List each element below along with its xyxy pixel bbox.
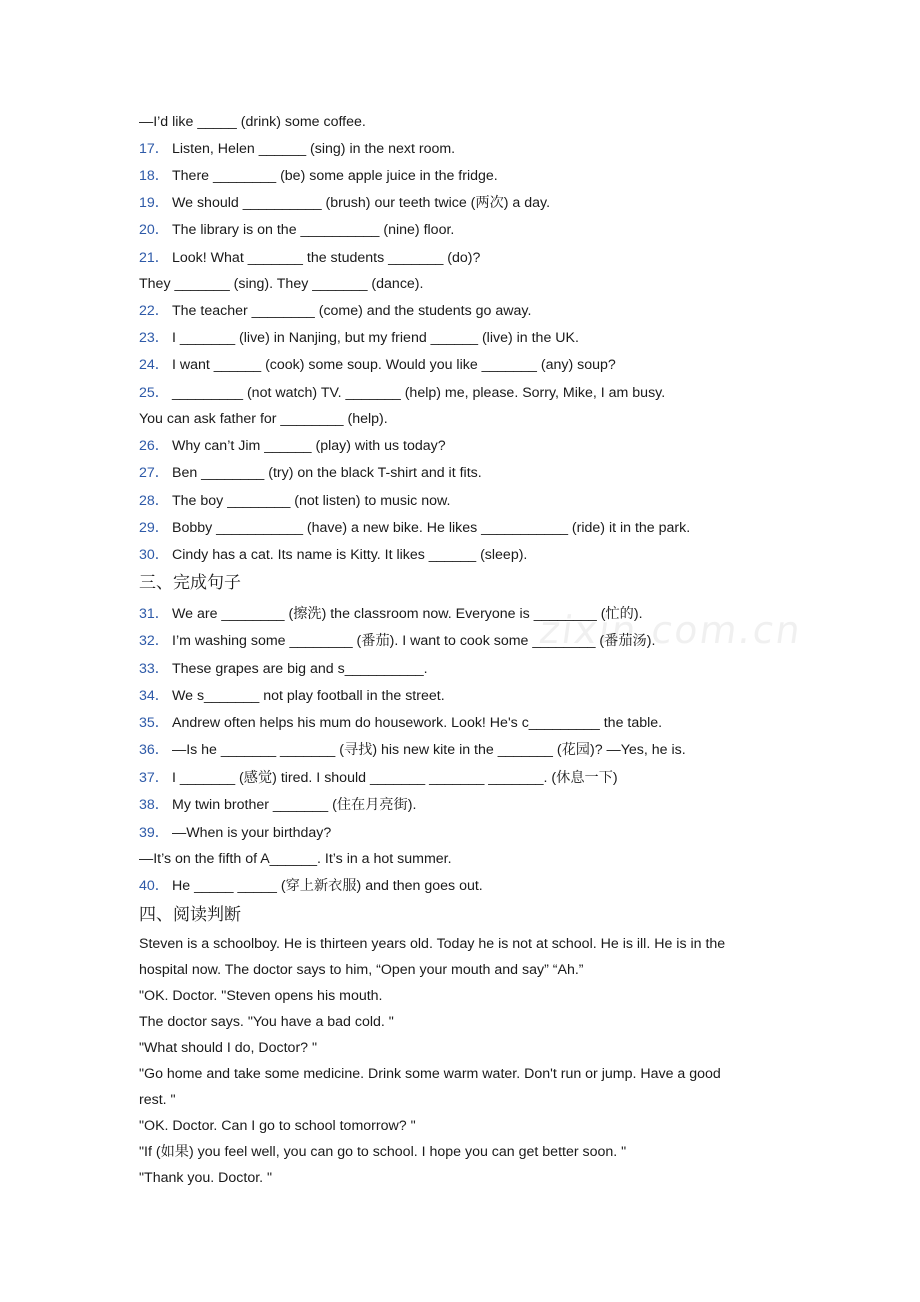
item-text: _________ (not watch) TV. _______ (help) me, please. Sorry, Mike, I am busy. xyxy=(172,385,666,401)
passage-line: "Go home and take some medicine. Drink some warm water. Don't run or jump. Have a good xyxy=(139,1066,721,1082)
section-heading-complete-sentences: 三、完成句子 xyxy=(139,573,241,593)
item-text: Cindy has a cat. Its name is Kitty. It likes ______ (sleep). xyxy=(172,547,528,563)
item-text: Listen, Helen ______ (sing) in the next room. xyxy=(172,141,456,157)
passage-line: hospital now. The doctor says to him, “Open your mouth and say” “Ah.” xyxy=(139,962,584,978)
item-number: 39． xyxy=(139,825,169,841)
item-number: 33． xyxy=(139,661,169,677)
item-text: Bobby ___________ (have) a new bike. He likes ___________ (ride) it in the park. xyxy=(172,520,691,536)
item-text: Look! What _______ the students _______ (do)? xyxy=(172,250,481,266)
item-number: 23． xyxy=(139,330,169,346)
exercise-item xyxy=(139,545,527,565)
item-number: 35． xyxy=(139,715,169,731)
item-text: Ben ________ (try) on the black T-shirt and it fits. xyxy=(172,465,482,481)
item-number: 20． xyxy=(139,222,169,238)
item-text: I’m washing some ________ (番茄). I want to cook some ________ (番茄汤). xyxy=(172,633,656,649)
exercise-item xyxy=(139,876,483,896)
item-number: 29． xyxy=(139,520,169,536)
exercise-item xyxy=(139,220,454,240)
item-number: 25． xyxy=(139,385,169,401)
passage-line: "OK. Doctor. "Steven opens his mouth. xyxy=(139,988,383,1004)
exercise-item-continuation xyxy=(139,409,388,429)
exercise-item xyxy=(139,383,665,403)
item-number: 37． xyxy=(139,770,169,786)
item-number: 18． xyxy=(139,168,169,184)
reading-passage xyxy=(139,931,759,1191)
exercise-item xyxy=(139,248,480,268)
item-text: He _____ _____ (穿上新衣服) and then goes out. xyxy=(172,878,483,894)
section-heading-reading-judgement: 四、阅读判断 xyxy=(139,905,241,925)
item-number: 30． xyxy=(139,547,169,563)
exercise-item xyxy=(139,301,531,321)
passage-line: "Thank you. Doctor. " xyxy=(139,1170,273,1186)
item-number: 26． xyxy=(139,438,169,454)
passage-line: rest. " xyxy=(139,1092,176,1108)
item-number: 32． xyxy=(139,633,169,649)
item-text: The library is on the __________ (nine) floor. xyxy=(172,222,455,238)
item-text: They _______ (sing). They _______ (dance). xyxy=(139,276,424,292)
intro-line: —I’d like _____ (drink) some coffee. xyxy=(139,114,366,130)
exercise-item xyxy=(139,328,579,348)
item-number: 19． xyxy=(139,195,169,211)
exercise-item xyxy=(139,686,445,706)
item-text: We should __________ (brush) our teeth twice (两次) a day. xyxy=(172,195,551,211)
item-text: Andrew often helps his mum do housework. Look! He's c_________ the table. xyxy=(172,715,663,731)
item-text: You can ask father for ________ (help). xyxy=(139,411,388,427)
item-text: There ________ (be) some apple juice in the fridge. xyxy=(172,168,498,184)
exercise-item xyxy=(139,355,616,375)
item-number: 21． xyxy=(139,250,169,266)
passage-line: The doctor says. "You have a bad cold. " xyxy=(139,1014,394,1030)
exercise-item-continuation xyxy=(139,849,452,869)
item-text: Why can’t Jim ______ (play) with us today? xyxy=(172,438,446,454)
exercise-item-continuation xyxy=(139,274,423,294)
watermark: zixin.com.cn xyxy=(536,608,806,652)
exercise-item xyxy=(139,604,643,624)
item-number: 40． xyxy=(139,878,169,894)
passage-line: Steven is a schoolboy. He is thirteen years old. Today he is not at school. He is ill. He is in the xyxy=(139,936,726,952)
passage-line: "If (如果) you feel well, you can go to school. I hope you can get better soon. " xyxy=(139,1144,627,1160)
item-number: 34． xyxy=(139,688,169,704)
exercise-item xyxy=(139,631,655,651)
item-text: —Is he _______ _______ (寻找) his new kite in the _______ (花园)? —Yes, he is. xyxy=(172,742,686,758)
exercise-item xyxy=(139,518,690,538)
exercise-item xyxy=(139,139,455,159)
item-text: —It’s on the fifth of A______. It’s in a hot summer. xyxy=(139,851,452,867)
item-text: My twin brother _______ (住在月亮街). xyxy=(172,797,417,813)
item-text: We are ________ (擦洗) the classroom now. Everyone is ________ (忙的). xyxy=(172,606,643,622)
item-text: I _______ (感觉) tired. I should _______ _______ _______. (休息一下) xyxy=(172,770,618,786)
item-number: 27． xyxy=(139,465,169,481)
exercise-item xyxy=(139,768,618,788)
item-text: The boy ________ (not listen) to music now. xyxy=(172,493,451,509)
exercise-item xyxy=(139,795,416,815)
item-text: I _______ (live) in Nanjing, but my friend ______ (live) in the UK. xyxy=(172,330,579,346)
passage-line: "What should I do, Doctor? " xyxy=(139,1040,318,1056)
item-number: 17． xyxy=(139,141,169,157)
item-number: 38． xyxy=(139,797,169,813)
item-text: —When is your birthday? xyxy=(172,825,332,841)
item-number: 24． xyxy=(139,357,169,373)
item-text: The teacher ________ (come) and the students go away. xyxy=(172,303,532,319)
exercise-item xyxy=(139,166,498,186)
item-number: 22． xyxy=(139,303,169,319)
exercise-item xyxy=(139,193,550,213)
exercise-item xyxy=(139,491,450,511)
item-number: 28． xyxy=(139,493,169,509)
exercise-item xyxy=(139,463,482,483)
item-text: I want ______ (cook) some soup. Would you like _______ (any) soup? xyxy=(172,357,616,373)
exercise-item xyxy=(139,823,331,843)
exercise-item xyxy=(139,436,446,456)
item-text: These grapes are big and s__________. xyxy=(172,661,428,677)
item-number: 36． xyxy=(139,742,169,758)
exercise-item xyxy=(139,659,428,679)
exercise-item xyxy=(139,713,662,733)
exercise-item xyxy=(139,740,686,760)
item-text: We s_______ not play football in the street. xyxy=(172,688,445,704)
item-number: 31． xyxy=(139,606,169,622)
passage-line: "OK. Doctor. Can I go to school tomorrow? " xyxy=(139,1118,416,1134)
